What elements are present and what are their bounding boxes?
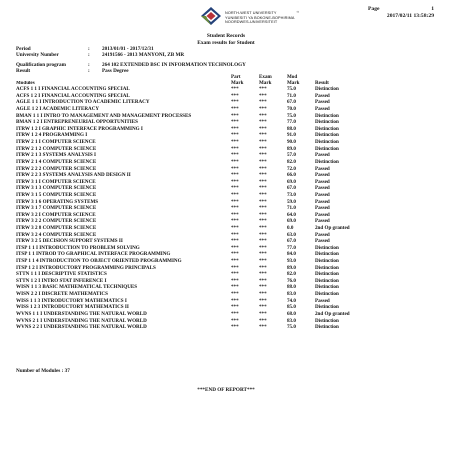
module-cell: ITRW 3 1 5 COMPUTER SCIENCE [16, 191, 97, 198]
part-mark-cell: *** [231, 86, 239, 93]
mod-mark-cell: 66.0 [287, 172, 296, 179]
part-mark-cell: *** [231, 198, 239, 205]
part-mark-cell: *** [231, 284, 239, 291]
result-cell: Distinction [315, 258, 339, 265]
module-cell: ITRW 3 1 3 COMPUTER SCIENCE [16, 185, 97, 192]
mod-mark-cell: 71.0 [287, 92, 296, 99]
mod-mark-cell: 88.0 [287, 284, 296, 291]
result-cell: Distinction [315, 139, 339, 146]
meta-key: Period [16, 46, 31, 52]
mod-mark-cell: 85.0 [287, 304, 296, 311]
result-cell: Distinction [315, 324, 339, 331]
header-modules: Modules [16, 80, 35, 86]
module-cell: STTN 1 2 I INTRO STAT INFERENCE I [16, 277, 107, 284]
part-mark-cell: *** [231, 231, 239, 238]
result-cell: Passed [315, 231, 330, 238]
module-cell: WVNS 2 1 I UNDERSTANDING THE NATURAL WORLD [16, 317, 147, 324]
registered-mark: ® [296, 10, 300, 14]
exam-mark-cell: *** [259, 125, 267, 132]
header-part-mark [231, 75, 259, 86]
mod-mark-cell: 70.0 [287, 106, 296, 113]
module-cell: STTN 1 1 I DESCRIPTIVE STATISTICS [16, 271, 107, 278]
table-row [16, 284, 436, 291]
mod-mark-cell: 75.0 [287, 112, 296, 119]
exam-mark-cell: *** [259, 310, 267, 317]
module-cell: WISN 1 1 3 BASIC MATHEMATICAL TECHNIQUES [16, 284, 138, 291]
result-cell: Distinction [315, 271, 339, 278]
mod-mark-cell: 93.0 [287, 258, 296, 265]
module-cell: ITRW 2 1 2 COMPUTER SCIENCE [16, 145, 97, 152]
module-cell: ITRW 1 2 I GRAPHIC INTERFACE PROGRAMMING I [16, 125, 143, 132]
exam-mark-cell: *** [259, 86, 267, 93]
header-mod-mark [287, 75, 315, 86]
table-row [16, 106, 436, 113]
module-cell: ITRW 3 1 I COMPUTER SCIENCE [16, 178, 96, 185]
result-cell: Passed [315, 172, 330, 179]
module-cell: ITSP 1 2 I INTRODUCTORY PROGRAMMING PRINCIPALS [16, 264, 156, 271]
result-cell: Passed [315, 205, 330, 212]
table-row [16, 126, 436, 133]
part-mark-cell: *** [231, 304, 239, 311]
part-mark-cell: *** [231, 112, 239, 119]
table-row [16, 265, 436, 272]
result-cell: Passed [315, 152, 330, 159]
result-cell: Distinction [315, 251, 339, 258]
exam-mark-cell: *** [259, 119, 267, 126]
table-row [16, 93, 436, 100]
meta-value: 264 102 EXTENDED BSC IN INFORMATION TECHNOLOGY [102, 62, 246, 68]
module-cell: ITRW 3 2 2 COMPUTER SCIENCE [16, 218, 97, 225]
module-cell: ACFS 1 1 I FINANCIAL ACCOUNTING SPECIAL [16, 86, 130, 93]
result-cell: Distinction [315, 119, 339, 126]
part-mark-cell: *** [231, 152, 239, 159]
mod-mark-cell: 59.0 [287, 198, 296, 205]
table-row [16, 99, 436, 106]
module-cell: ITRW 3 1 7 COMPUTER SCIENCE [16, 205, 97, 212]
university-crest-icon [200, 6, 222, 26]
result-cell: Distinction [315, 304, 339, 311]
table-row [16, 291, 436, 298]
module-cell: WISS 1 2 3 INTRODUCTORY MATHEMATICS II [16, 304, 129, 311]
table-row [16, 113, 436, 120]
mod-mark-cell: 88.0 [287, 125, 296, 132]
page-info [368, 6, 434, 20]
meta-value: 2013/01/01 - 2017/12/31 [102, 46, 154, 52]
table-row [16, 192, 436, 199]
university-logo [200, 6, 299, 26]
table-row [16, 304, 436, 311]
exam-mark-cell: *** [259, 152, 267, 159]
result-cell: Distinction [315, 277, 339, 284]
result-cell: Distinction [315, 125, 339, 132]
meta-key: University Number [16, 52, 59, 59]
table-row [16, 238, 436, 245]
mod-mark-cell: 91.0 [287, 132, 296, 139]
module-cell: ITSP 1 1 4 INTRODUCTION TO OBJECT ORIENTED PROGRAMMING [16, 258, 182, 265]
mod-mark-cell: 57.0 [287, 152, 296, 159]
table-row [16, 298, 436, 305]
table-row [16, 318, 436, 325]
result-cell: Passed [315, 297, 330, 304]
mod-mark-cell: 69.0 [287, 178, 296, 185]
module-cell: ITRW 2 2 3 SYSTEMS ANALYSIS AND DESIGN II [16, 172, 131, 179]
meta-value: Pass Degree [102, 68, 129, 75]
meta-row [16, 68, 246, 74]
table-row [16, 225, 436, 232]
module-cell: ITRW 1 2 4 PROGRAMMING I [16, 132, 88, 139]
module-cell: AGLE 1 1 I INTRODUCTION TO ACADEMIC LITERACY [16, 99, 150, 106]
part-mark-cell: *** [231, 158, 239, 165]
exam-mark-cell: *** [259, 224, 267, 231]
university-name [225, 6, 295, 25]
table-header [16, 75, 436, 86]
university-name-line: NOORDWES-UNIVERSITEIT [225, 20, 278, 25]
exam-mark-cell: *** [259, 99, 267, 106]
qualification-block [16, 62, 246, 75]
result-cell: Passed [315, 106, 330, 113]
meta-row [16, 52, 184, 58]
page-number: 1 [431, 6, 434, 12]
result-cell: Passed [315, 99, 330, 106]
part-mark-cell: *** [231, 139, 239, 146]
exam-mark-cell: *** [259, 231, 267, 238]
exam-mark-cell: *** [259, 198, 267, 205]
result-cell: Distinction [315, 264, 339, 271]
table-row [16, 251, 436, 258]
table-row [16, 212, 436, 219]
header-result: Result [315, 79, 329, 86]
part-mark-cell: *** [231, 264, 239, 271]
part-mark-cell: *** [231, 178, 239, 185]
part-mark-cell: *** [231, 211, 239, 218]
exam-mark-cell: *** [259, 178, 267, 185]
module-cell: ITRW 2 1 4 COMPUTER SCIENCE [16, 158, 97, 165]
result-cell: Distinction [315, 158, 339, 165]
table-row [16, 245, 436, 252]
mod-mark-cell: 83.0 [287, 317, 296, 324]
mod-mark-cell: 72.0 [287, 165, 296, 172]
mod-mark-cell: 67.0 [287, 185, 296, 192]
exam-mark-cell: *** [259, 304, 267, 311]
exam-mark-cell: *** [259, 106, 267, 113]
table-row [16, 119, 436, 126]
table-row [16, 139, 436, 146]
part-mark-cell: *** [231, 119, 239, 126]
part-mark-cell: *** [231, 125, 239, 132]
exam-mark-cell: *** [259, 191, 267, 198]
part-mark-cell: *** [231, 172, 239, 179]
part-mark-cell: *** [231, 317, 239, 324]
result-cell: 2nd Op granted [315, 224, 350, 231]
exam-mark-cell: *** [259, 211, 267, 218]
exam-mark-cell: *** [259, 205, 267, 212]
part-mark-cell: *** [231, 92, 239, 99]
result-cell: Passed [315, 191, 330, 198]
table-row [16, 172, 436, 179]
header-mark: Mark [259, 79, 272, 86]
part-mark-cell: *** [231, 165, 239, 172]
report-subtitle: Exam results for Student [197, 39, 255, 46]
module-cell: ITRW 3 2 4 COMPUTER SCIENCE [16, 231, 97, 238]
meta-colon: : [88, 62, 90, 68]
table-row [16, 324, 436, 331]
part-mark-cell: *** [231, 258, 239, 265]
table-row [16, 132, 436, 139]
mod-mark-cell: 73.0 [287, 191, 296, 198]
results-table [16, 75, 436, 331]
module-cell: ITRW 2 1 I COMPUTER SCIENCE [16, 139, 96, 146]
table-row [16, 232, 436, 239]
header-mod: Mod [287, 74, 298, 80]
part-mark-cell: *** [231, 324, 239, 331]
table-row [16, 179, 436, 186]
mod-mark-cell: 75.0 [287, 86, 296, 93]
module-cell: ITRW 3 1 6 OPERATING SYSTEMS [16, 198, 99, 205]
result-cell: Distinction [315, 112, 339, 119]
exam-mark-cell: *** [259, 139, 267, 146]
part-mark-cell: *** [231, 310, 239, 317]
table-row [16, 258, 436, 265]
part-mark-cell: *** [231, 251, 239, 258]
mod-mark-cell: 67.0 [287, 99, 296, 106]
module-cell: WVNS 2 2 I UNDERSTANDING THE NATURAL WORLD [16, 324, 147, 331]
result-cell: Passed [315, 92, 330, 99]
mod-mark-cell: 68.0 [287, 310, 296, 317]
exam-mark-cell: *** [259, 238, 267, 245]
result-cell: Passed [315, 165, 330, 172]
exam-mark-cell: *** [259, 264, 267, 271]
mod-mark-cell: 75.0 [287, 324, 296, 331]
report-title: Student Records [206, 33, 246, 39]
table-row [16, 218, 436, 225]
report-timestamp: 2017/02/11 13:58:29 [386, 12, 434, 19]
part-mark-cell: *** [231, 99, 239, 106]
module-cell: BMAN 1 1 I INTRO TO MANAGEMENT AND MANAGEMENT PROCESSES [16, 112, 192, 119]
result-cell: Distinction [315, 145, 339, 152]
result-cell: Distinction [315, 317, 339, 324]
exam-mark-cell: *** [259, 185, 267, 192]
module-cell: ITRW 3 2 I COMPUTER SCIENCE [16, 211, 96, 218]
page-label: Page [368, 6, 380, 12]
exam-mark-cell: *** [259, 284, 267, 291]
part-mark-cell: *** [231, 132, 239, 139]
exam-mark-cell: *** [259, 258, 267, 265]
module-cell: WISN 2 2 I DISCRETE MATHEMATICS [16, 291, 108, 298]
exam-mark-cell: *** [259, 271, 267, 278]
mod-mark-cell: 74.0 [287, 297, 296, 304]
mod-mark-cell: 89.0 [287, 264, 296, 271]
end-of-report: ***END OF REPORT*** [197, 387, 255, 393]
exam-mark-cell: *** [259, 244, 267, 251]
meta-colon: : [88, 68, 90, 75]
exam-mark-cell: *** [259, 291, 267, 298]
part-mark-cell: *** [231, 291, 239, 298]
mod-mark-cell: 90.0 [287, 139, 296, 146]
meta-colon: : [88, 52, 90, 59]
part-mark-cell: *** [231, 191, 239, 198]
result-cell: Distinction [315, 291, 339, 298]
module-count: Number of Modules : 37 [16, 368, 70, 374]
exam-mark-cell: *** [259, 112, 267, 119]
module-cell: BMAN 1 2 I ENTREPRENEURIAL OPPORTUNITIES [16, 119, 138, 126]
part-mark-cell: *** [231, 297, 239, 304]
mod-mark-cell: 63.0 [287, 231, 296, 238]
result-cell: Distinction [315, 244, 339, 251]
result-cell: Distinction [315, 86, 339, 93]
table-row [16, 185, 436, 192]
result-cell: Distinction [315, 132, 339, 139]
module-cell: WVNS 1 1 I UNDERSTANDING THE NATURAL WORLD [16, 310, 147, 317]
module-cell: ITRW 2 2 2 COMPUTER SCIENCE [16, 165, 97, 172]
mod-mark-cell: 0.0 [287, 224, 294, 231]
university-name-line: NORTH-WEST UNIVERSITY [225, 11, 277, 15]
part-mark-cell: *** [231, 271, 239, 278]
mod-mark-cell: 64.0 [287, 211, 296, 218]
mod-mark-cell: 67.0 [287, 238, 296, 245]
part-mark-cell: *** [231, 277, 239, 284]
module-cell: AGLE 1 2 I ACADEMIC LITERACY [16, 106, 100, 113]
mod-mark-cell: 77.0 [287, 119, 296, 126]
exam-mark-cell: *** [259, 158, 267, 165]
exam-mark-cell: *** [259, 132, 267, 139]
module-cell: ITRW 3 2 5 DECISION SUPPORT SYSTEMS II [16, 238, 123, 245]
table-body [16, 86, 436, 331]
header-exam-mark [259, 75, 287, 86]
period-block [16, 46, 184, 59]
result-cell: Passed [315, 218, 330, 225]
header-exam: Exam [259, 74, 272, 80]
exam-mark-cell: *** [259, 145, 267, 152]
mod-mark-cell: 84.0 [287, 251, 296, 258]
module-cell: ITRW 3 2 8 COMPUTER SCIENCE [16, 224, 97, 231]
exam-mark-cell: *** [259, 172, 267, 179]
exam-mark-cell: *** [259, 277, 267, 284]
table-row [16, 166, 436, 173]
part-mark-cell: *** [231, 244, 239, 251]
module-cell: ITRW 2 1 3 SYSTEMS ANALYSIS I [16, 152, 96, 159]
mod-mark-cell: 71.0 [287, 205, 296, 212]
mod-mark-cell: 83.0 [287, 291, 296, 298]
module-cell: ITSP 1 1 I INTRODUCTION TO PROBLEM SOLVING [16, 244, 140, 251]
exam-mark-cell: *** [259, 324, 267, 331]
meta-key: Result [16, 68, 31, 75]
module-cell: ACFS 1 2 I FINANCIAL ACCOUNTING SPECIAL [16, 92, 130, 99]
result-cell: 2nd Op granted [315, 310, 350, 317]
header-part: Part [231, 74, 241, 80]
university-name-line: YUNIBESITI YA BOKONE-BOPHIRIMA [225, 15, 295, 20]
result-cell: Distinction [315, 284, 339, 291]
part-mark-cell: *** [231, 205, 239, 212]
part-mark-cell: *** [231, 218, 239, 225]
part-mark-cell: *** [231, 106, 239, 113]
mod-mark-cell: 82.0 [287, 271, 296, 278]
meta-value: 24191566 - 2013 MANYONI, ZB MR [102, 52, 185, 59]
table-row [16, 278, 436, 285]
table-row [16, 311, 436, 318]
exam-mark-cell: *** [259, 165, 267, 172]
table-row [16, 271, 436, 278]
mod-mark-cell: 77.0 [287, 244, 296, 251]
part-mark-cell: *** [231, 224, 239, 231]
module-cell: ITSP 1 1 INTROD TO GRAPHICAL INTERFACE PROGRAMMING [16, 251, 171, 258]
part-mark-cell: *** [231, 185, 239, 192]
part-mark-cell: *** [231, 145, 239, 152]
table-row [16, 86, 436, 93]
mod-mark-cell: 76.0 [287, 277, 296, 284]
report-titles [0, 33, 452, 46]
table-row [16, 152, 436, 159]
exam-mark-cell: *** [259, 297, 267, 304]
header-mark: Mark [287, 79, 300, 86]
mod-mark-cell: 82.0 [287, 158, 296, 165]
module-cell: WISS 1 1 3 INTRODUCTORY MATHEMATICS I [16, 297, 127, 304]
exam-mark-cell: *** [259, 92, 267, 99]
result-cell: Passed [315, 211, 330, 218]
table-row [16, 205, 436, 212]
result-cell: Passed [315, 238, 330, 245]
exam-mark-cell: *** [259, 317, 267, 324]
table-row [16, 146, 436, 153]
table-row [16, 159, 436, 166]
header-mark: Mark [231, 79, 244, 86]
table-row [16, 199, 436, 206]
mod-mark-cell: 69.0 [287, 218, 296, 225]
result-cell: Passed [315, 185, 330, 192]
part-mark-cell: *** [231, 238, 239, 245]
meta-key: Qualification program [16, 62, 66, 68]
exam-mark-cell: *** [259, 218, 267, 225]
mod-mark-cell: 89.0 [287, 145, 296, 152]
meta-colon: : [88, 46, 90, 52]
exam-mark-cell: *** [259, 251, 267, 258]
result-cell: Passed [315, 198, 330, 205]
result-cell: Passed [315, 178, 330, 185]
